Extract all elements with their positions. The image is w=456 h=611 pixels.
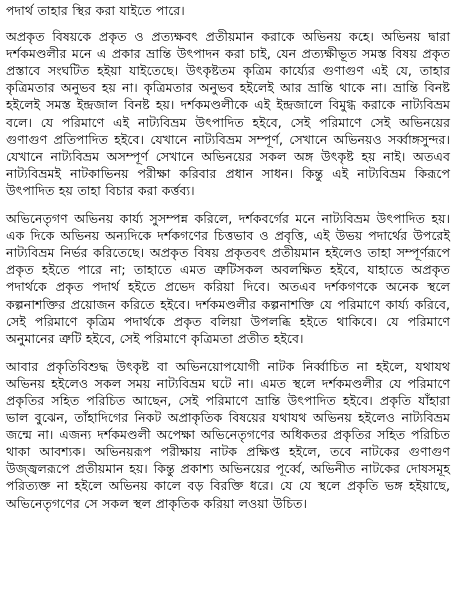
paragraph-natural-plays: আবার প্রকৃতিবিশুদ্ধ উৎকৃষ্ট বা অভিনয়োপযোগী নাটক নির্ব্বাচিত না হইলে, যথাযথ অভিনয় হইলেও সকল সময় নাট্যবিভ্রম ঘটে না। এমত স্থলে দর্শকমণ্ডলীর যে পরিমাণে প্রকৃতির সহিত পরিচিত আছেন, সেই পরিমাণে ভ্রান্তি উৎপাদিত হইবে। প্রকৃতি যাঁহারা ভাল বুঝেন, তাঁহাদিগের নিকট অপ্রাকৃতিক বিষয়ের যথাযথ অভিনয় হইলেও নাট্যবিভ্রম জন্মে না। এজন্য দর্শকমণ্ডলী অপেক্ষা অভিনেতৃগণের অধিকতর প্রকৃতির সহিত পরিচিত থাকা আবশ্যক। অভিনয়রূপ পরীক্ষায় নাটক প্রক্ষিপ্ত হইলে, তবে নাটকের গুণাগুণ উজ্জ্বলরূপে প্রতীয়মান হয়। কিন্তু প্রকাশ্য অভিনয়ের পূর্ব্বে, অভিনীত নাটকের দোষসমূহ পরিত্যক্ত না হইলে অভিনয় কালে বড় বিরক্তি ধরে। যে যে স্থলে প্রকৃতি ভঙ্গ হইয়াছে, অভিনেতৃগণের সে সকল স্থল প্রাকৃতিক করিয়া লওয়া উচিত। [6,358,450,511]
paragraph-continuation: পদার্থ তাহার স্থির করা যাইতে পারে। [6,3,185,18]
paragraph-definition-of-acting: অপ্রকৃত বিষয়কে প্রকৃত ও প্রত্যক্ষবৎ প্রতীয়মান করাকে অভিনয় কহে। অভিনয় দ্বারা দর্শকমণ্ডলীর মনে এ প্রকার ভ্রান্তি উৎপাদন করা চাই, যেন প্রত্যক্ষীভূত সমস্ত বিষয় প্রকৃত প্রস্তাবে সংঘটিত হইয়া যাইতেছে। উৎকৃষ্টতম কৃত্রিম কার্য্যের গুণাগুণ এই যে, তাহার কৃত্রিমতার অনুভব হয় না। কৃত্রিমতার অনুভব হইলেই আর ভ্রান্তি থাকে না। ভ্রান্তি বিনষ্ট হইলেই সমস্ত ইন্দ্রজাল বিনষ্ট হয়। দর্শকমণ্ডলীকে এই ইন্দ্রজালে বিমুগ্ধ করাকে নাট্যবিভ্রম বলে। যে পরিমাণে এই নাট্যবিভ্রম উৎপাদিত হইবে, সেই পরিমাণে সেই অভিনয়ের গুণাগুণ প্রতিপাদিত হইবে। যেখানে নাট্যবিভ্রম সম্পূর্ণ, সেখানে অভিনয়ও সর্ব্বাঙ্গসুন্দর। যেখানে নাট্যবিভ্রম অসম্পূর্ণ সেখানে অভিনয়ের সকল অঙ্গ উৎকৃষ্ট হয় নাই। অতএব নাট্যবিভ্রমই নাটকাভিনয় পরীক্ষা করিবার প্রধান সাধন। কিন্তু এই নাট্যবিভ্রম কিরূপে উৎপাদিত হয় তাহা বিচার করা কর্ত্তব্য। [6,29,450,198]
paragraph-actors-and-illusion: অভিনেতৃগণ অভিনয় কার্য্য সুসম্পন্ন করিলে, দর্শকবর্গের মনে নাট্যবিভ্রম উৎপাদিত হয়। এক দিকে অভিনয় অন্যদিকে দর্শকগণের চিত্তভাব ও প্রবৃত্তি, এই উভয় পদার্থের উপরেই নাট্যবিভ্রম নির্ভর করিতেছে। অপ্রকৃত বিষয় প্রকৃতবৎ প্রতীয়মান হইলেও তাহা সম্পূর্ণরূপে প্রকৃত হইতে পারে না; তাহাতে এমত ত্রুটিসকল অবলক্ষিত হইবে, যাহাতে অপ্রকৃত পদার্থকে প্রকৃত পদার্থ হইতে প্রভেদ করিয়া দিবে। অতএব দর্শকগণকে অনেক স্থলে কল্পনাশক্তির প্রয়োজন করিতে হইবে। দর্শকমণ্ডলীর কল্পনাশক্তি যে পরিমাণে কার্য্য করিবে, সেই পরিমাণে কৃত্রিম পদার্থকে প্রকৃত বলিয়া উপলব্ধি হইতে থাকিবে। যে পরিমাণে অনুমানের ত্রুটি হইবে, সেই পরিমাণে কৃত্রিমতা প্রতীত হইবে। [6,211,450,346]
